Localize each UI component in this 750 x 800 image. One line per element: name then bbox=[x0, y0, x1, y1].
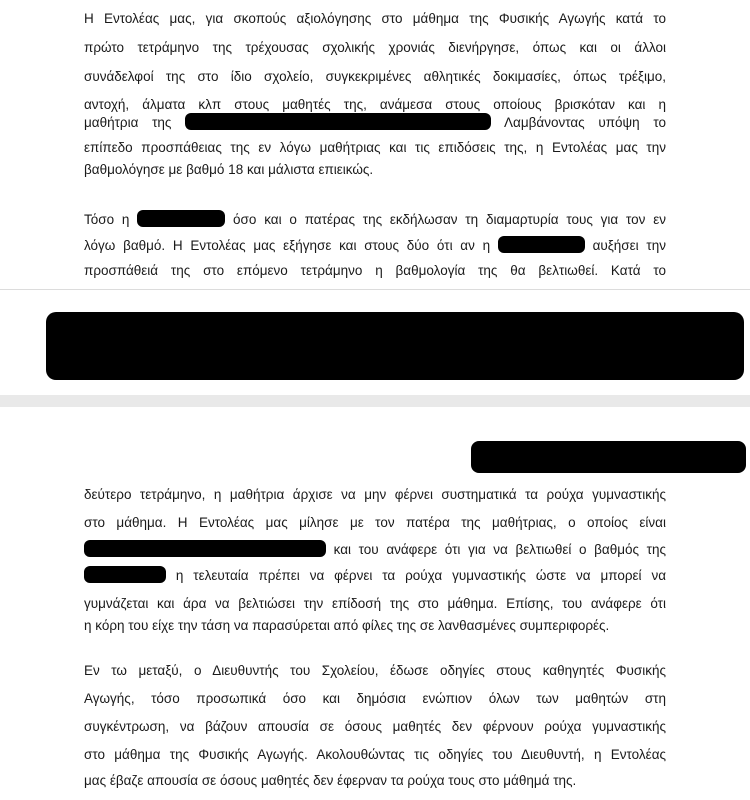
p1-para2-line2 bbox=[84, 234, 666, 258]
p1-para2-line3: προσπάθειά της στο επόμενο τετράμηνο η βαθμολογία της θα βελτιωθεί. Κατά το bbox=[84, 263, 666, 278]
page-edge bbox=[0, 289, 750, 290]
p1-para1-line6: επίπεδο προσπάθειας της εν λόγω μαθήτριας και τις επιδόσεις της, η Εντολέας μας την bbox=[84, 140, 666, 155]
p2-para1-line1: δεύτερο τετράμηνο, η μαθήτρια άρχισε να μην φέρνει συστηματικά τα ρούχα γυμναστικής bbox=[84, 487, 666, 502]
redaction-block bbox=[471, 441, 746, 473]
p1-para1-line5-end: Λαμβάνοντας υπόψη το bbox=[504, 115, 666, 130]
redaction-bar bbox=[137, 210, 225, 227]
p2-para2-line1: Εν τω μεταξύ, ο Διευθυντής του Σχολείου, έδωσε οδηγίες στους καθηγητές Φυσικής bbox=[84, 663, 666, 678]
redaction-bar bbox=[84, 566, 166, 583]
redaction-bar bbox=[498, 236, 585, 253]
p2-para1-line4 bbox=[84, 564, 666, 588]
p1-para2-line1-end: όσο και ο πατέρας της εκδήλωσαν τη διαμαρτυρία τους για τον εν bbox=[233, 212, 666, 227]
p2-para1-line4-text: η τελευταία πρέπει να φέρνει τα ρούχα γυμναστικής ώστε να μπορεί να bbox=[175, 568, 666, 583]
p2-para1-line3 bbox=[84, 538, 666, 562]
p1-para1-line7: βαθμολόγησε με βαθμό 18 και μάλιστα επιεικώς. bbox=[84, 162, 374, 177]
p1-para2-line1 bbox=[84, 208, 666, 232]
p1-para2-line2-start: λόγω βαθμό. Η Εντολέας μας εξήγησε και στους δύο ότι αν η bbox=[84, 238, 491, 253]
p2-para2-line2: Αγωγής, τόσο προσωπικά όσο και δημόσια ενώπιον όλων των μαθητών στη bbox=[84, 691, 666, 706]
p1-para2-line2-end: αυξήσει την bbox=[592, 238, 666, 253]
p1-para1-line1: Η Εντολέας μας, για σκοπούς αξιολόγησης στο μάθημα της Φυσικής Αγωγής κατά το bbox=[84, 11, 666, 26]
p1-para1-line5 bbox=[84, 111, 666, 135]
p1-para1-line3: συνάδελφοί της στο ίδιο σχολείο, συγκεκριμένες αθλητικές δοκιμασίες, όπως τρέξιμο, bbox=[84, 69, 666, 84]
p2-para2-line5: μας έβαζε απουσία σε όσους μαθητές δεν έφερναν τα ρούχα τους στο μάθημά της. bbox=[84, 773, 577, 788]
p1-para1-line4: αντοχή, άλματα κλπ στους μαθητές της, ανάμεσα στους οποίους βρισκόταν και η bbox=[84, 97, 666, 112]
p1-para1-line5-start: μαθήτρια της bbox=[84, 115, 172, 130]
redaction-block bbox=[46, 312, 744, 380]
page-gap bbox=[0, 395, 750, 407]
p2-para1-line6: η κόρη του είχε την τάση να παρασύρεται από φίλες της σε λανθασμένες συμπεριφορές. bbox=[84, 618, 610, 633]
p2-para1-line3-text: και του ανάφερε ότι για να βελτιωθεί ο βαθμός της bbox=[333, 542, 666, 557]
redaction-bar bbox=[185, 113, 491, 130]
p2-para2-line3: συγκέντρωση, να βάζουν απουσία σε όσους μαθητές δεν φέρνουν ρούχα γυμναστικής bbox=[84, 719, 666, 734]
redaction-bar bbox=[84, 540, 326, 557]
p1-para2-line1-start: Τόσο η bbox=[84, 212, 130, 227]
p1-para1-line2: πρώτο τετράμηνο της τρέχουσας σχολικής χρονιάς διενήργησε, όπως και οι άλλοι bbox=[84, 40, 666, 55]
p2-para1-line5: γυμνάζεται και άρα να βελτιώσει την επίδοσή της στο μάθημα. Επίσης, του ανάφερε ότι bbox=[84, 596, 666, 611]
p2-para1-line2: στο μάθημα. Η Εντολέας μας μίλησε με τον πατέρα της μαθήτριας, ο οποίος είναι bbox=[84, 515, 666, 530]
p2-para2-line4: στο μάθημα της Φυσικής Αγωγής. Ακολουθώντας τις οδηγίες του Διευθυντή, η Εντολέας bbox=[84, 747, 666, 762]
